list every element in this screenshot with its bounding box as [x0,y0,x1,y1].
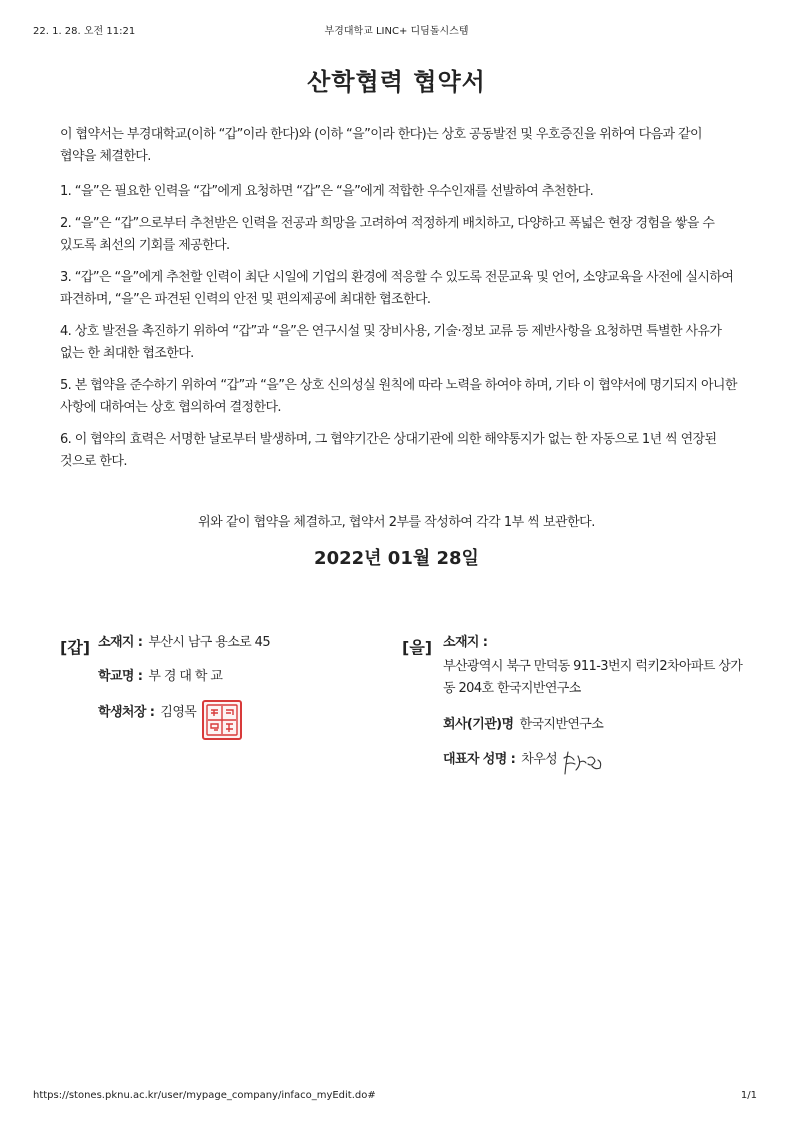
clause-5: 5. 본 협약을 준수하기 위하여 “갑”과 “을”은 상호 신의성실 원칙에 따라 노력을 하여야 하며, 기타 이 협약서에 명기되지 아니한 사항에 대하여는 상호 협의하여 결정한다. [60,378,737,415]
party-b-rep-value: 차우성 [521,752,558,767]
seal-stamp-icon [202,700,242,740]
party-b-address-value: 부산광역시 북구 만덕동 911-3번지 럭키2차아파트 상가동 204호 한국지반연구소 [443,659,743,696]
page-number: 1/1 [740,1090,757,1101]
document-title: 산학협력 협약서 [307,68,486,96]
clause-3: 3. “갑”은 “을”에게 추천할 인력이 최단 시일에 기업의 환경에 적응할 수 있도록 전문교육 및 언어, 소양교육을 사전에 실시하여 파견하며, “을”은 파견된 인력의 안전 및 편의제공에 최대한 협조한다. [60,270,734,307]
intro-paragraph: 이 협약서는 부경대학교(이하 “갑”이라 한다)와 (이하 “을”이라 한다)는 상호 공동발전 및 우호증진을 위하여 다음과 같이 협약을 체결한다. [60,127,702,164]
party-a-head-value: 김영목 [160,705,197,720]
party-b-address-label: 소재지 : [443,635,488,650]
print-url: https://stones.pknu.ac.kr/user/mypage_company/infaco_myEdit.do# [33,1090,376,1101]
party-a-tag: [갑] [60,638,91,657]
party-b-rep-label: 대표자 성명 : [443,752,516,767]
closing-statement: 위와 같이 협약을 체결하고, 협약서 2부를 작성하여 각각 1부 씩 보관한다. [198,515,595,530]
party-b-tag: [을] [402,638,433,657]
agreement-body [60,124,740,483]
handwritten-signature-icon [560,748,608,782]
party-b-org [443,714,603,736]
print-site-title: 부경대학교 LINC+ 디딤돌시스템 [324,26,469,37]
contract-date: 2022년 01월 28일 [314,548,479,569]
party-a-school-value: 부 경 대 학 교 [148,669,223,684]
print-date: 22. 1. 28. 오전 11:21 [33,26,136,37]
party-a-address-value: 부산시 남구 용소로 45 [148,635,271,650]
party-a-school-label: 학교명 : [98,669,143,684]
clause-1: 1. “을”은 필요한 인력을 “갑”에게 요청하면 “갑”은 “을”에게 적합한 우수인재를 선발하여 추천한다. [60,184,594,199]
party-a-head-label: 학생처장 : [98,705,155,720]
party-b-org-value: 한국지반연구소 [519,717,604,732]
party-b-org-label: 회사(기관)명 [443,717,514,732]
party-a-address [98,632,270,654]
clause-6: 6. 이 협약의 효력은 서명한 날로부터 발생하며, 그 협약기간은 상대기관에 의한 해약통지가 없는 한 자동으로 1년 씩 연장된 것으로 한다. [60,432,717,469]
clause-2: 2. “을”은 “갑”으로부터 추천받은 인력을 전공과 희망을 고려하여 적정하게 배치하고, 다양하고 폭넓은 현장 경험을 쌓을 수 있도록 최선의 기회를 제공한다. [60,216,715,253]
party-a-head [98,702,196,724]
party-a-school [98,666,222,688]
clause-4: 4. 상호 발전을 촉진하기 위하여 “갑”과 “을”은 연구시설 및 장비사용, 기술·정보 교류 등 제반사항을 요청하면 특별한 사유가 없는 한 최대한 협조한다. [60,324,722,361]
party-a-address-label: 소재지 : [98,635,143,650]
party-b-rep [443,749,557,771]
